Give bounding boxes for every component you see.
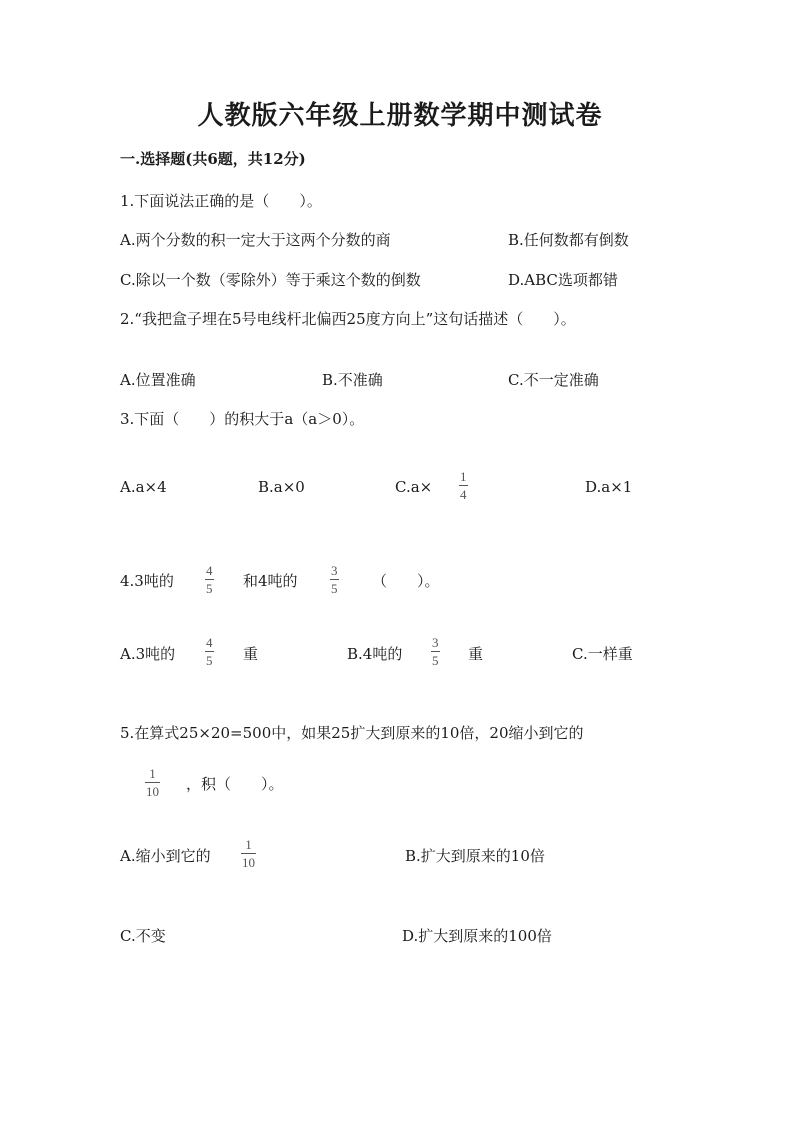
question-4-stem-fraction-2 [330,564,339,595]
question-5-option-c: C.不变 [120,927,166,945]
question-4-stem-part3: （ ）。 [372,572,440,590]
fraction-denominator: 5 [432,653,439,668]
question-1-option-c: C.除以一个数（零除外）等于乘这个数的倒数 [120,271,421,289]
question-4-option-a-prefix: A.3吨的 [120,645,176,663]
fraction-denominator: 5 [331,581,338,596]
question-3-option-d: D.a×1 [585,478,633,496]
question-3-option-c-fraction [459,470,468,501]
question-4-stem-part1: 4.3吨的 [120,572,174,590]
question-2-option-a: A.位置准确 [120,371,196,389]
question-1-option-d: D.ABC选项都错 [508,271,618,289]
question-5-stem-line2: ，积（ ）。 [186,775,284,793]
question-4-option-b-suffix: 重 [468,645,484,663]
question-1-stem: 1.下面说法正确的是（ ）。 [120,192,322,210]
question-2-option-b: B.不准确 [322,371,383,389]
fraction-numerator: 4 [206,563,213,578]
fraction-denominator: 5 [206,581,213,596]
fraction-numerator: 1 [245,837,252,852]
section-heading: 一.选择题(共6题，共12分) [120,150,306,168]
question-4-option-b-prefix: B.4吨的 [347,645,403,663]
question-3-option-c: C.a× [395,478,433,496]
question-1-option-a: A.两个分数的积一定大于这两个分数的商 [120,231,391,249]
fraction-denominator: 10 [242,855,255,870]
fraction-numerator: 3 [331,563,338,578]
fraction-denominator: 10 [146,784,159,799]
page-title: 人教版六年级上册数学期中测试卷 [197,101,603,131]
question-4-stem-fraction-1 [205,564,214,595]
fraction-numerator: 3 [432,635,439,650]
question-3-option-a: A.a×4 [120,478,167,496]
fraction-numerator: 1 [460,469,467,484]
question-3-option-b: B.a×0 [258,478,305,496]
question-1-option-b: B.任何数都有倒数 [508,231,629,249]
question-5-option-a-fraction [241,838,256,869]
question-4-option-c: C.一样重 [572,645,633,663]
question-5-option-a-prefix: A.缩小到它的 [120,847,211,865]
question-2-option-c: C.不一定准确 [508,371,599,389]
question-5-stem-line1: 5.在算式25×20=500中，如果25扩大到原来的10倍，20缩小到它的 [120,724,584,742]
fraction-denominator: 4 [460,487,467,502]
question-4-option-a-fraction [205,636,214,667]
fraction-numerator: 1 [149,766,156,781]
question-4-option-b-fraction [431,636,440,667]
fraction-denominator: 5 [206,653,213,668]
fraction-numerator: 4 [206,635,213,650]
question-5-option-b: B.扩大到原来的10倍 [405,847,545,865]
question-5-stem-fraction [145,767,160,798]
question-2-stem: 2.“我把盒子埋在5号电线杆北偏西25度方向上”这句话描述（ ）。 [120,310,576,328]
question-4-option-a-suffix: 重 [243,645,259,663]
question-5-option-d: D.扩大到原来的100倍 [402,927,552,945]
question-3-stem: 3.下面（ ）的积大于a（a＞0）。 [120,410,365,428]
question-4-stem-part2: 和4吨的 [243,572,298,590]
